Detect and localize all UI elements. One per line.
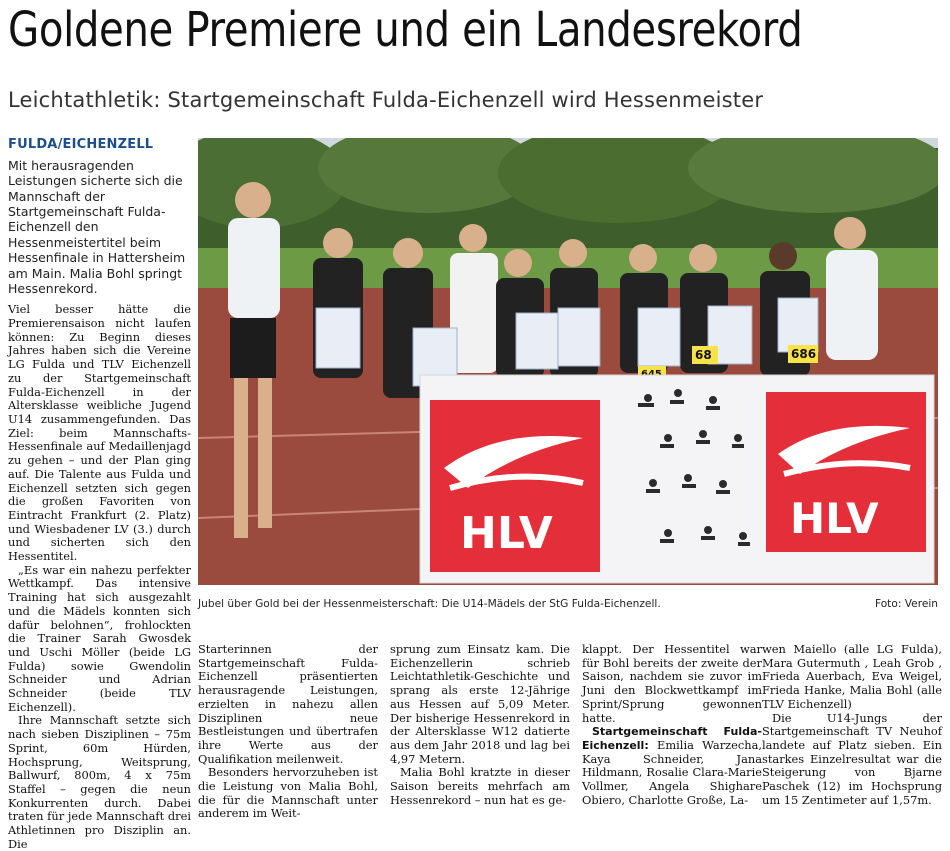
- caption-text: Jubel über Gold bei der Hessenmeisterschaft: Die U14-Mädels der StG Fulda-Eichenzell.: [198, 598, 661, 610]
- hlv-logo-right: HLV: [790, 494, 879, 543]
- team-list: Emilia Warzecha, Kaya Schneider, Jana Hildmann, Rosalie Clara-Marie Vollmer, Angela Shighare Obiero, Charlotte Große, La-: [582, 737, 763, 807]
- body-paragraph: wen Maiello (alle LG Fulda), Mara Gutermuth , Leah Grob , Frieda Auerbach, Eva Weigel, Frieda Hanke, Malia Bohl (alle TLV Eichenzell): [762, 642, 942, 711]
- body-paragraph: Besonders hervorzuheben ist die Leistung von Malia Bohl, die für die Mannschaft unter anderem im Weit-: [198, 765, 378, 821]
- team-photo: [198, 138, 938, 585]
- body-paragraph: Malia Bohl kratzte in dieser Saison bereits mehrfach am Hessenrekord – nun hat es ge-: [390, 765, 570, 807]
- article-column-2: [198, 643, 378, 821]
- article-column-5: [762, 643, 942, 807]
- lead-paragraph: Mit herausragenden Leistungen sicherte sich die Mannschaft der Startgemeinschaft Fulda-Eichenzell den Hessenmeistertitel beim Hessenfinale in Hattersheim am Main. Malia Bohl springt Hessenrekord.: [8, 157, 186, 296]
- headline: Goldene Premiere und ein Landesrekord: [8, 2, 803, 58]
- body-paragraph: Viel besser hätte die Premierensaison nicht laufen können: Zu Beginn dieses Jahres haben sich die Vereine LG Fulda und TLV Eichenzell zu der Startgemeinschaft Fulda-Eichenzell in der Altersklasse weibliche Jugend U14 zusammengefunden. Das Ziel: beim Mannschafts-Hessenfinale auf Medaillenjagd zu gehen – und der Plan ging auf. Die Talente aus Fulda und Eichenzell setzten sich gegen die großen Favoriten von Eintracht Frankfurt (2. Platz) und Wiesbadener LV (3.) durch und sicherten sich den Hessentitel.: [8, 302, 191, 564]
- body-paragraph: sprung zum Einsatz kam. Die Eichenzellerin schrieb Leichtathletik-Geschichte und sprang als erste 12-Jährige aus Hessen auf 5,09 Meter. Der bisherige Hessenrekord in der Altersklasse W12 datierte aus dem Jahr 2018 und lag bei 4,97 Metern.: [390, 642, 570, 766]
- photo-credit: Foto: Verein: [874, 598, 938, 610]
- body-paragraph: Die U14-Jungs der Startgemeinschaft TV Neuhof landete auf Platz sieben. Ein starkes Einzelresultat war die Steigerung von Bjarne Paschek (12) im Hochsprung um 15 Zentimeter auf 1,57m.: [762, 710, 942, 807]
- bib-number: 68: [695, 348, 712, 362]
- bib-number: 686: [791, 347, 817, 361]
- article-column-1: [8, 138, 191, 851]
- subheadline: Leichtathletik: Startgemeinschaft Fulda-Eichenzell wird Hessenmeister: [8, 88, 764, 112]
- body-paragraph: „Es war ein nahezu perfekter Wettkampf. Das intensive Training hat sich ausgezahlt und die Mädels konnten sich dafür belohnen“, frohlockten die Trainer Sarah Gwosdek und Uschi Möller (beide LG Fulda) sowie Gwendolin Schneider und Adrian Schneider (beide TLV Eichenzell).: [8, 562, 191, 714]
- body-paragraph: Starterinnen der Startgemeinschaft Fulda-Eichenzell präsentierten herausragende Leistungen, erzielten in nahezu allen Disziplinen neue Bestleistungen und übertrafen ihre Werte aus der Qualifikation meilenweit.: [198, 642, 378, 766]
- body-paragraph: Ihre Mannschaft setzte sich nach sieben Disziplinen – 75m Sprint, 60m Hürden, Hochsprung, Weitsprung, Ballwurf, 800m, 4 x 75m Staffel – gegen die neun Konkurrenten durch. Dabei traten für jede Mannschaft drei Athletinnen pro Disziplin an. Die: [8, 713, 191, 851]
- body-paragraph: klappt. Der Hessentitel war für Bohl bereits der zweite der Saison, nachdem sie zuvor im Juni den Blockwettkampf im Sprint/Sprung gewonnen hatte.: [582, 642, 762, 725]
- article-column-4: [582, 643, 762, 807]
- article-column-3: [390, 643, 570, 807]
- team-kicker: Startgemeinschaft Fulda-Eichenzell:: [582, 725, 762, 752]
- dateline: FULDA/EICHENZELL: [8, 137, 154, 152]
- hlv-logo-left: HLV: [460, 508, 553, 559]
- photo-caption: [198, 598, 938, 610]
